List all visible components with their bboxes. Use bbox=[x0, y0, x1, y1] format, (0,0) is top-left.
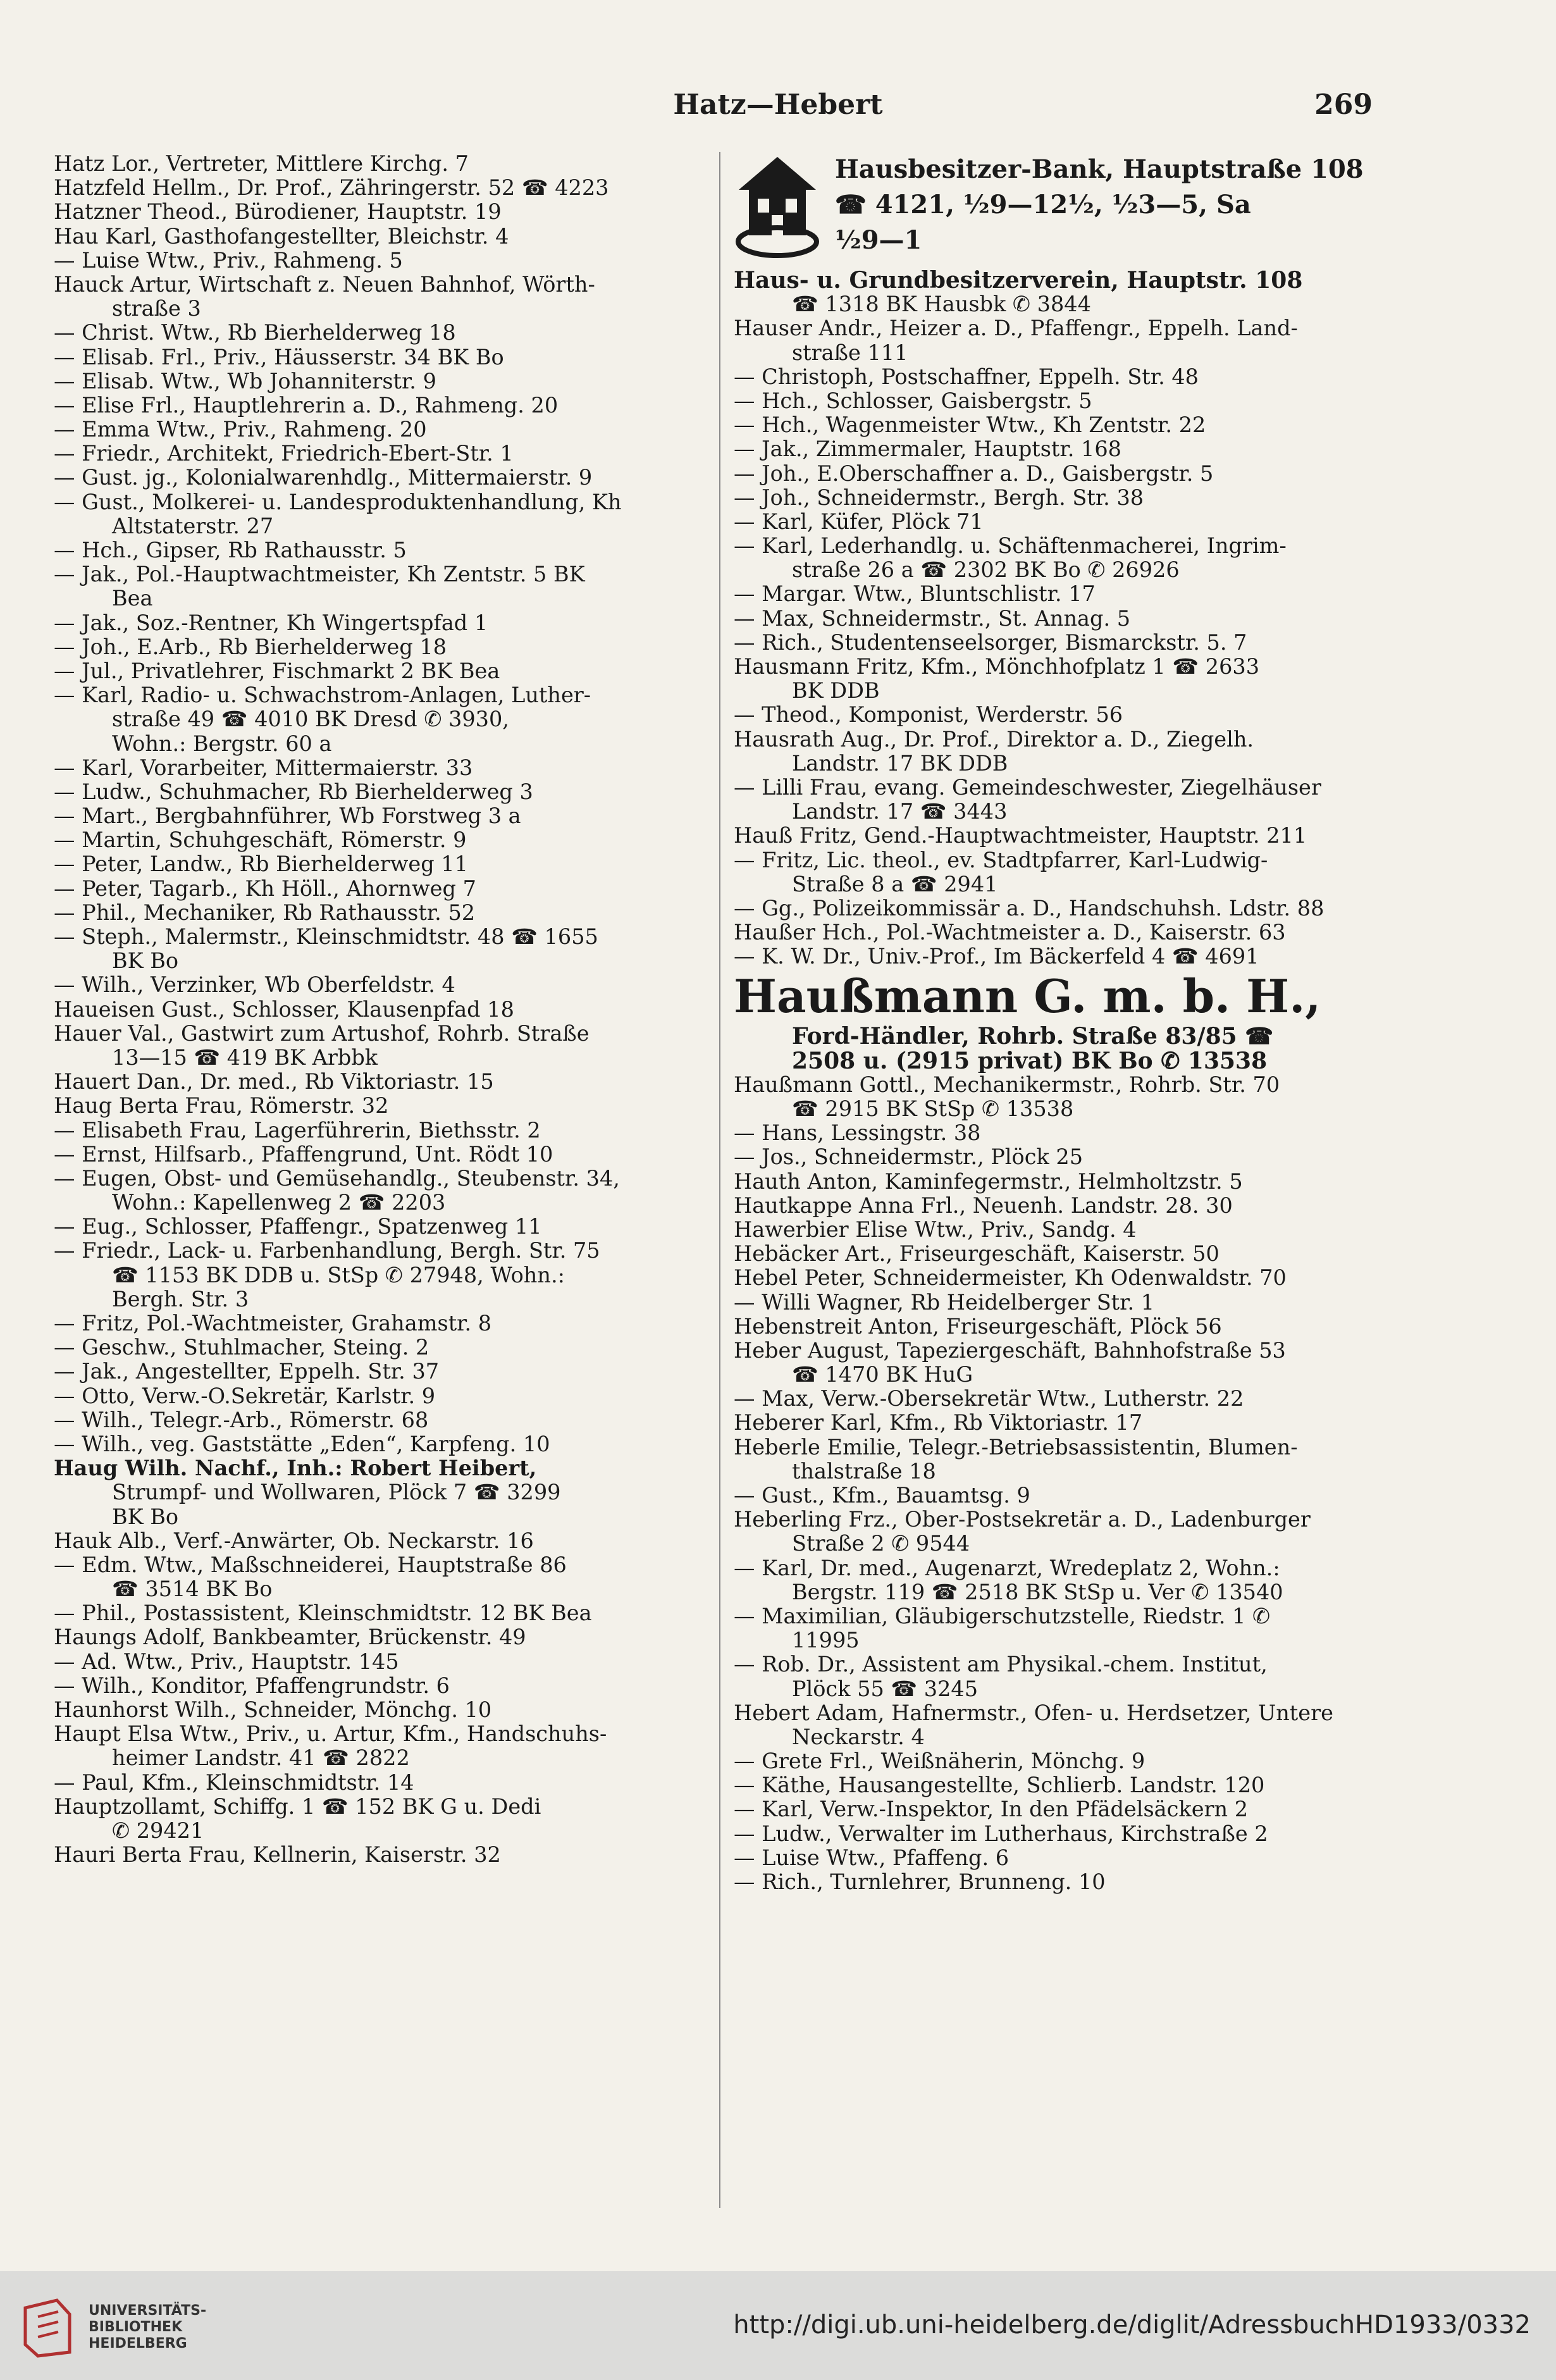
directory-entry-line: Straße 2 ✆ 9544 bbox=[792, 1532, 970, 1556]
directory-entry-line: Haungs Adolf, Bankbeamter, Brückenstr. 49 bbox=[54, 1625, 526, 1650]
directory-entry-line: Hauck Artur, Wirtschaft z. Neuen Bahnhof, Wörth- bbox=[54, 272, 595, 297]
directory-entry-line: — Grete Frl., Weißnäherin, Mönchg. 9 bbox=[734, 1749, 1145, 1774]
directory-entry-line: — Ernst, Hilfsarb., Pfaffengrund, Unt. Rödt 10 bbox=[54, 1142, 553, 1167]
directory-entry-line: ☎ 1318 BK Hausbk ✆ 3844 bbox=[792, 292, 1091, 317]
directory-entry-line: — Jak., Zimmermaler, Hauptstr. 168 bbox=[734, 437, 1121, 462]
directory-entry-line: Haupt Elsa Wtw., Priv., u. Artur, Kfm., Handschuhs- bbox=[54, 1722, 607, 1747]
directory-entry-line: — Eug., Schlosser, Pfaffengr., Spatzenweg 11 bbox=[54, 1215, 542, 1239]
directory-entry-line: Haueisen Gust., Schlosser, Klausenpfad 18 bbox=[54, 997, 514, 1022]
directory-entry-line: Straße 8 a ☎ 2941 bbox=[792, 872, 998, 896]
directory-entry-line: Hauer Val., Gastwirt zum Artushof, Rohrb. Straße bbox=[54, 1021, 590, 1046]
directory-entry-line: — Karl, Verw.-Inspektor, In den Pfädelsäckern 2 bbox=[734, 1797, 1249, 1822]
directory-entry-line: — Karl, Lederhandlg. u. Schäftenmacherei, Ingrim- bbox=[734, 534, 1287, 559]
directory-entry-line: — Ludw., Verwalter im Lutherhaus, Kirchstraße 2 bbox=[734, 1821, 1268, 1846]
footer-bar bbox=[0, 2271, 1556, 2380]
directory-entry-line: — Jak., Angestellter, Eppelh. Str. 37 bbox=[54, 1360, 440, 1384]
directory-entry-line: Haußer Hch., Pol.-Wachtmeister a. D., Kaiserstr. 63 bbox=[734, 920, 1286, 945]
directory-entry-line: — Joh., Schneidermstr., Bergh. Str. 38 bbox=[734, 485, 1144, 510]
directory-entry-line: Hatz Lor., Vertreter, Mittlere Kirchg. 7 bbox=[54, 152, 469, 176]
directory-entry-line: Hauri Berta Frau, Kellnerin, Kaiserstr. 32 bbox=[54, 1843, 501, 1868]
directory-entry-line: — Eugen, Obst- und Gemüsehandlg., Steubenstr. 34, bbox=[54, 1166, 620, 1191]
right-list-continued bbox=[734, 1024, 1382, 1894]
directory-entry-line: — Rich., Turnlehrer, Brunneng. 10 bbox=[734, 1870, 1106, 1894]
directory-entry-line: heimer Landstr. 41 ☎ 2822 bbox=[112, 1746, 410, 1771]
directory-entry-line: Plöck 55 ☎ 3245 bbox=[792, 1677, 979, 1701]
directory-entry-line: Hawerbier Elise Wtw., Priv., Sandg. 4 bbox=[734, 1217, 1137, 1242]
directory-entry-line: — Paul, Kfm., Kleinschmidtstr. 14 bbox=[54, 1770, 414, 1795]
directory-entry-line: — Karl, Dr. med., Augenarzt, Wredeplatz 2, Wohn.: bbox=[734, 1556, 1280, 1580]
directory-entry-line: Haug Wilh. Nachf., Inh.: Robert Heibert, bbox=[54, 1456, 537, 1481]
directory-entry-line: — Theod., Komponist, Werderstr. 56 bbox=[734, 703, 1123, 728]
bank-entry-line: ☎ 4121, ½9—12½, ½3—5, Sa bbox=[835, 190, 1251, 220]
directory-entry-line: Hatzfeld Hellm., Dr. Prof., Zähringerstr. 52 ☎ 4223 bbox=[54, 176, 609, 201]
library-name-line: UNIVERSITÄTS- bbox=[89, 2303, 207, 2319]
left-column bbox=[54, 152, 712, 1867]
directory-entry-line: — Rich., Studentenseelsorger, Bismarckstr. 5. 7 bbox=[734, 630, 1247, 655]
directory-entry-line: — Gust., Molkerei- u. Landesproduktenhandlung, Kh bbox=[54, 490, 622, 514]
directory-entry-line: ☎ 1153 BK DDB u. StSp ✆ 27948, Wohn.: bbox=[112, 1263, 565, 1287]
directory-entry-line: Landstr. 17 BK DDB bbox=[792, 751, 1008, 776]
directory-entry-line: — Friedr., Architekt, Friedrich-Ebert-Str. 1 bbox=[54, 442, 514, 466]
directory-entry-line: — K. W. Dr., Univ.-Prof., Im Bäckerfeld 4 ☎ 4691 bbox=[734, 945, 1259, 969]
directory-entry-line: — Christ. Wtw., Rb Bierhelderweg 18 bbox=[54, 321, 456, 345]
directory-entry-line: — Friedr., Lack- u. Farbenhandlung, Bergh. Str. 75 bbox=[54, 1239, 600, 1263]
directory-entry-line: — Phil., Mechaniker, Rb Rathausstr. 52 bbox=[54, 900, 476, 925]
directory-entry-line: — Karl, Vorarbeiter, Mittermaierstr. 33 bbox=[54, 755, 473, 780]
directory-entry-line: — Mart., Bergbahnführer, Wb Forstweg 3 a bbox=[54, 804, 521, 829]
directory-entry-line: 2508 u. (2915 privat) BK Bo ✆ 13538 bbox=[792, 1048, 1268, 1073]
directory-entry-line: ☎ 1470 BK HuG bbox=[792, 1363, 973, 1387]
directory-entry-line: — Karl, Radio- u. Schwachstrom-Anlagen, Luther- bbox=[54, 683, 591, 708]
directory-entry-line: Neckarstr. 4 bbox=[792, 1725, 925, 1749]
directory-entry-line: straße 49 ☎ 4010 BK Dresd ✆ 3930, bbox=[112, 707, 509, 732]
directory-entry-line: — Geschw., Stuhlmacher, Steing. 2 bbox=[54, 1336, 429, 1360]
directory-entry-line: — Emma Wtw., Priv., Rahmeng. 20 bbox=[54, 418, 427, 442]
column-divider bbox=[719, 152, 720, 2208]
directory-entry-line: — Fritz, Lic. theol., ev. Stadtpfarrer, Karl-Ludwig- bbox=[734, 848, 1268, 872]
directory-entry-line: — Joh., E.Oberschaffner a. D., Gaisbergstr. 5 bbox=[734, 461, 1214, 486]
directory-entry-line: Heberling Frz., Ober-Postsekretär a. D., Ladenburger bbox=[734, 1508, 1311, 1532]
directory-entry-line: straße 3 bbox=[112, 297, 201, 321]
directory-entry-line: — Gust. jg., Kolonialwarenhdlg., Mittermaierstr. 9 bbox=[54, 466, 593, 490]
directory-entry-line: — Hans, Lessingstr. 38 bbox=[734, 1121, 981, 1146]
directory-entry-line: Bea bbox=[112, 586, 153, 611]
large-heading: Haußmann G. m. b. H., bbox=[734, 969, 1321, 1024]
directory-entry-line: Hauser Andr., Heizer a. D., Pfaffengr., Eppelh. Land- bbox=[734, 316, 1298, 341]
directory-entry-line: — Hch., Schlosser, Gaisbergstr. 5 bbox=[734, 388, 1092, 413]
directory-entry-line: — Elise Frl., Hauptlehrerin a. D., Rahmeng. 20 bbox=[54, 393, 559, 418]
directory-entry-line: — Christoph, Postschaffner, Eppelh. Str. 48 bbox=[734, 364, 1199, 389]
directory-entry-line: Landstr. 17 ☎ 3443 bbox=[792, 800, 1008, 824]
directory-entry-line: Hebel Peter, Schneidermeister, Kh Odenwaldstr. 70 bbox=[734, 1266, 1287, 1291]
directory-entry-line: Ford-Händler, Rohrb. Straße 83/85 ☎ bbox=[792, 1024, 1274, 1049]
directory-entry-line: BK Bo bbox=[112, 949, 179, 974]
directory-entry-line: — Wilh., Telegr.-Arb., Römerstr. 68 bbox=[54, 1408, 429, 1432]
bank-entry bbox=[734, 152, 1382, 268]
directory-entry-line: — Jul., Privatlehrer, Fischmarkt 2 BK Bea bbox=[54, 659, 500, 683]
directory-entry-line: — Gust., Kfm., Bauamtsg. 9 bbox=[734, 1484, 1030, 1508]
right-list bbox=[734, 268, 1382, 969]
directory-entry-line: Hebert Adam, Hafnermstr., Ofen- u. Herdsetzer, Untere bbox=[734, 1701, 1333, 1725]
directory-entry-line: 13—15 ☎ 419 BK Arbbk bbox=[112, 1045, 378, 1070]
directory-entry-line: Hauert Dan., Dr. med., Rb Viktoriastr. 15 bbox=[54, 1070, 494, 1094]
directory-entry-line: — Luise Wtw., Priv., Rahmeng. 5 bbox=[54, 248, 403, 273]
directory-entry-line: 11995 bbox=[792, 1628, 860, 1653]
directory-entry-line: Heberle Emilie, Telegr.-Betriebsassistentin, Blumen- bbox=[734, 1435, 1298, 1460]
directory-entry-line: — Elisab. Wtw., Wb Johanniterstr. 9 bbox=[54, 369, 436, 394]
directory-entry-line: — Elisab. Frl., Priv., Häusserstr. 34 BK Bo bbox=[54, 345, 504, 369]
directory-entry-line: Heber August, Tapeziergeschäft, Bahnhofstraße 53 bbox=[734, 1338, 1286, 1363]
directory-entry-line: — Phil., Postassistent, Kleinschmidtstr. 12 BK Bea bbox=[54, 1601, 592, 1626]
directory-entry-line: Heberer Karl, Kfm., Rb Viktoriastr. 17 bbox=[734, 1411, 1143, 1435]
directory-entry-line: — Jak., Soz.-Rentner, Kh Wingertspfad 1 bbox=[54, 610, 488, 635]
directory-entry-line: — Peter, Landw., Rb Bierhelderweg 11 bbox=[54, 852, 468, 877]
directory-entry-line: BK DDB bbox=[792, 679, 880, 703]
directory-entry-line: ✆ 29421 bbox=[112, 1818, 204, 1843]
directory-entry-line: thalstraße 18 bbox=[792, 1459, 936, 1484]
directory-entry-line: — Hch., Wagenmeister Wtw., Kh Zentstr. 22 bbox=[734, 413, 1206, 438]
directory-entry-line: Hauth Anton, Kaminfegermstr., Helmholtzstr. 5 bbox=[734, 1169, 1243, 1194]
page-header-title: Hatz—Hebert bbox=[673, 89, 883, 121]
directory-entry-line: Hauß Fritz, Gend.-Hauptwachtmeister, Hauptstr. 211 bbox=[734, 824, 1307, 848]
directory-entry-line: — Gg., Polizeikommissär a. D., Handschuhsh. Ldstr. 88 bbox=[734, 896, 1324, 920]
library-name-line: HEIDELBERG bbox=[89, 2336, 187, 2352]
directory-entry-line: Hausmann Fritz, Kfm., Mönchhofplatz 1 ☎ 2633 bbox=[734, 655, 1260, 679]
directory-entry-line: — Joh., E.Arb., Rb Bierhelderweg 18 bbox=[54, 635, 447, 659]
library-logo-icon bbox=[19, 2295, 76, 2358]
directory-entry-line: Hausrath Aug., Dr. Prof., Direktor a. D., Ziegelh. bbox=[734, 727, 1254, 752]
bank-entry-line: ½9—1 bbox=[835, 225, 922, 255]
directory-entry-line: — Jak., Pol.-Hauptwachtmeister, Kh Zentstr. 5 BK bbox=[54, 562, 585, 587]
directory-entry-line: ☎ 2915 BK StSp ✆ 13538 bbox=[792, 1097, 1074, 1121]
directory-entry-line: — Steph., Malermstr., Kleinschmidtstr. 48 ☎ 1655 bbox=[54, 925, 598, 949]
directory-entry-line: — Lilli Frau, evang. Gemeindeschwester, Ziegelhäuser bbox=[734, 775, 1321, 800]
library-name bbox=[89, 2303, 206, 2352]
page-number: 269 bbox=[1314, 89, 1373, 121]
directory-entry-line: — Martin, Schuhgeschäft, Römerstr. 9 bbox=[54, 828, 467, 853]
directory-entry-line: Haug Berta Frau, Römerstr. 32 bbox=[54, 1094, 389, 1119]
directory-entry-line: — Hch., Gipser, Rb Rathausstr. 5 bbox=[54, 538, 407, 562]
directory-entry-line: — Otto, Verw.-O.Sekretär, Karlstr. 9 bbox=[54, 1384, 436, 1408]
directory-entry-line: — Ludw., Schuhmacher, Rb Bierhelderweg 3 bbox=[54, 779, 533, 804]
bank-entry-line: Hausbesitzer-Bank, Hauptstraße 108 bbox=[835, 154, 1364, 184]
directory-entry-line: — Rob. Dr., Assistent am Physikal.-chem. Institut, bbox=[734, 1652, 1268, 1677]
directory-entry-line: — Jos., Schneidermstr., Plöck 25 bbox=[734, 1145, 1084, 1170]
directory-entry-line: Hauptzollamt, Schiffg. 1 ☎ 152 BK G u. Dedi bbox=[54, 1794, 541, 1819]
directory-entry-line: — Max, Verw.-Obersekretär Wtw., Lutherstr. 22 bbox=[734, 1387, 1244, 1411]
directory-entry-line: Haußmann Gottl., Mechanikermstr., Rohrb. Str. 70 bbox=[734, 1072, 1280, 1097]
directory-entry-line: — Willi Wagner, Rb Heidelberger Str. 1 bbox=[734, 1290, 1155, 1315]
directory-entry-line: — Fritz, Pol.-Wachtmeister, Grahamstr. 8 bbox=[54, 1311, 492, 1336]
source-url-link[interactable]: http://digi.ub.uni-heidelberg.de/diglit/AdressbuchHD1933/0332 bbox=[733, 2310, 1531, 2340]
directory-entry-line: — Luise Wtw., Pfaffeng. 6 bbox=[734, 1845, 1010, 1870]
directory-entry-line: Wohn.: Bergstr. 60 a bbox=[112, 731, 332, 756]
directory-entry-line: — Peter, Tagarb., Kh Höll., Ahornweg 7 bbox=[54, 876, 476, 901]
directory-entry-line: Hautkappe Anna Frl., Neuenh. Landstr. 28. 30 bbox=[734, 1193, 1233, 1218]
directory-entry-line: Bergstr. 119 ☎ 2518 BK StSp u. Ver ✆ 13540 bbox=[792, 1580, 1283, 1604]
bank-lines bbox=[835, 152, 1379, 258]
directory-entry-line: straße 111 bbox=[792, 340, 908, 365]
directory-entry-line: — Karl, Küfer, Plöck 71 bbox=[734, 509, 984, 534]
directory-entry-line: Altstaterstr. 27 bbox=[112, 514, 274, 538]
directory-entry-line: — Käthe, Hausangestellte, Schlierb. Landstr. 120 bbox=[734, 1773, 1265, 1798]
house-logo-icon bbox=[734, 154, 821, 261]
directory-entry-line: Bergh. Str. 3 bbox=[112, 1287, 249, 1311]
right-column bbox=[734, 152, 1382, 1894]
directory-entry-line: Haus- u. Grundbesitzerverein, Hauptstr. 108 bbox=[734, 268, 1303, 293]
directory-entry-line: — Wilh., veg. Gaststätte „Eden“, Karpfeng. 10 bbox=[54, 1432, 550, 1456]
library-name-line: BIBLIOTHEK bbox=[89, 2319, 183, 2335]
directory-entry-line: — Elisabeth Frau, Lagerführerin, Biethsstr. 2 bbox=[54, 1118, 541, 1143]
directory-entry-line: Wohn.: Kapellenweg 2 ☎ 2203 bbox=[112, 1191, 446, 1215]
directory-entry-line: Haunhorst Wilh., Schneider, Mönchg. 10 bbox=[54, 1698, 492, 1722]
directory-entry-line: — Wilh., Verzinker, Wb Oberfeldstr. 4 bbox=[54, 973, 455, 998]
directory-entry-line: Hatzner Theod., Bürodiener, Hauptstr. 19 bbox=[54, 200, 502, 225]
directory-entry-line: — Wilh., Konditor, Pfaffengrundstr. 6 bbox=[54, 1673, 450, 1698]
directory-entry-line: Hauk Alb., Verf.-Anwärter, Ob. Neckarstr. 16 bbox=[54, 1528, 534, 1553]
directory-entry-line: Hebäcker Art., Friseurgeschäft, Kaiserstr. 50 bbox=[734, 1242, 1219, 1267]
directory-entry-line: Hau Karl, Gasthofangestellter, Bleichstr. 4 bbox=[54, 224, 509, 249]
directory-entry-line: Strumpf- und Wollwaren, Plöck 7 ☎ 3299 bbox=[112, 1480, 561, 1505]
directory-entry-line: — Maximilian, Gläubigerschutzstelle, Riedstr. 1 ✆ bbox=[734, 1604, 1271, 1628]
directory-entry-line: ☎ 3514 BK Bo bbox=[112, 1577, 273, 1602]
directory-entry-line: — Edm. Wtw., Maßschneiderei, Hauptstraße 86 bbox=[54, 1553, 567, 1577]
directory-entry-line: Hebenstreit Anton, Friseurgeschäft, Plöck 56 bbox=[734, 1314, 1222, 1339]
directory-entry-line: — Max, Schneidermstr., St. Annag. 5 bbox=[734, 606, 1131, 631]
directory-entry-line: straße 26 a ☎ 2302 BK Bo ✆ 26926 bbox=[792, 558, 1180, 583]
directory-entry-line: — Margar. Wtw., Bluntschlistr. 17 bbox=[734, 582, 1096, 607]
directory-entry-line: — Ad. Wtw., Priv., Hauptstr. 145 bbox=[54, 1649, 399, 1674]
directory-entry-line: BK Bo bbox=[112, 1504, 179, 1529]
